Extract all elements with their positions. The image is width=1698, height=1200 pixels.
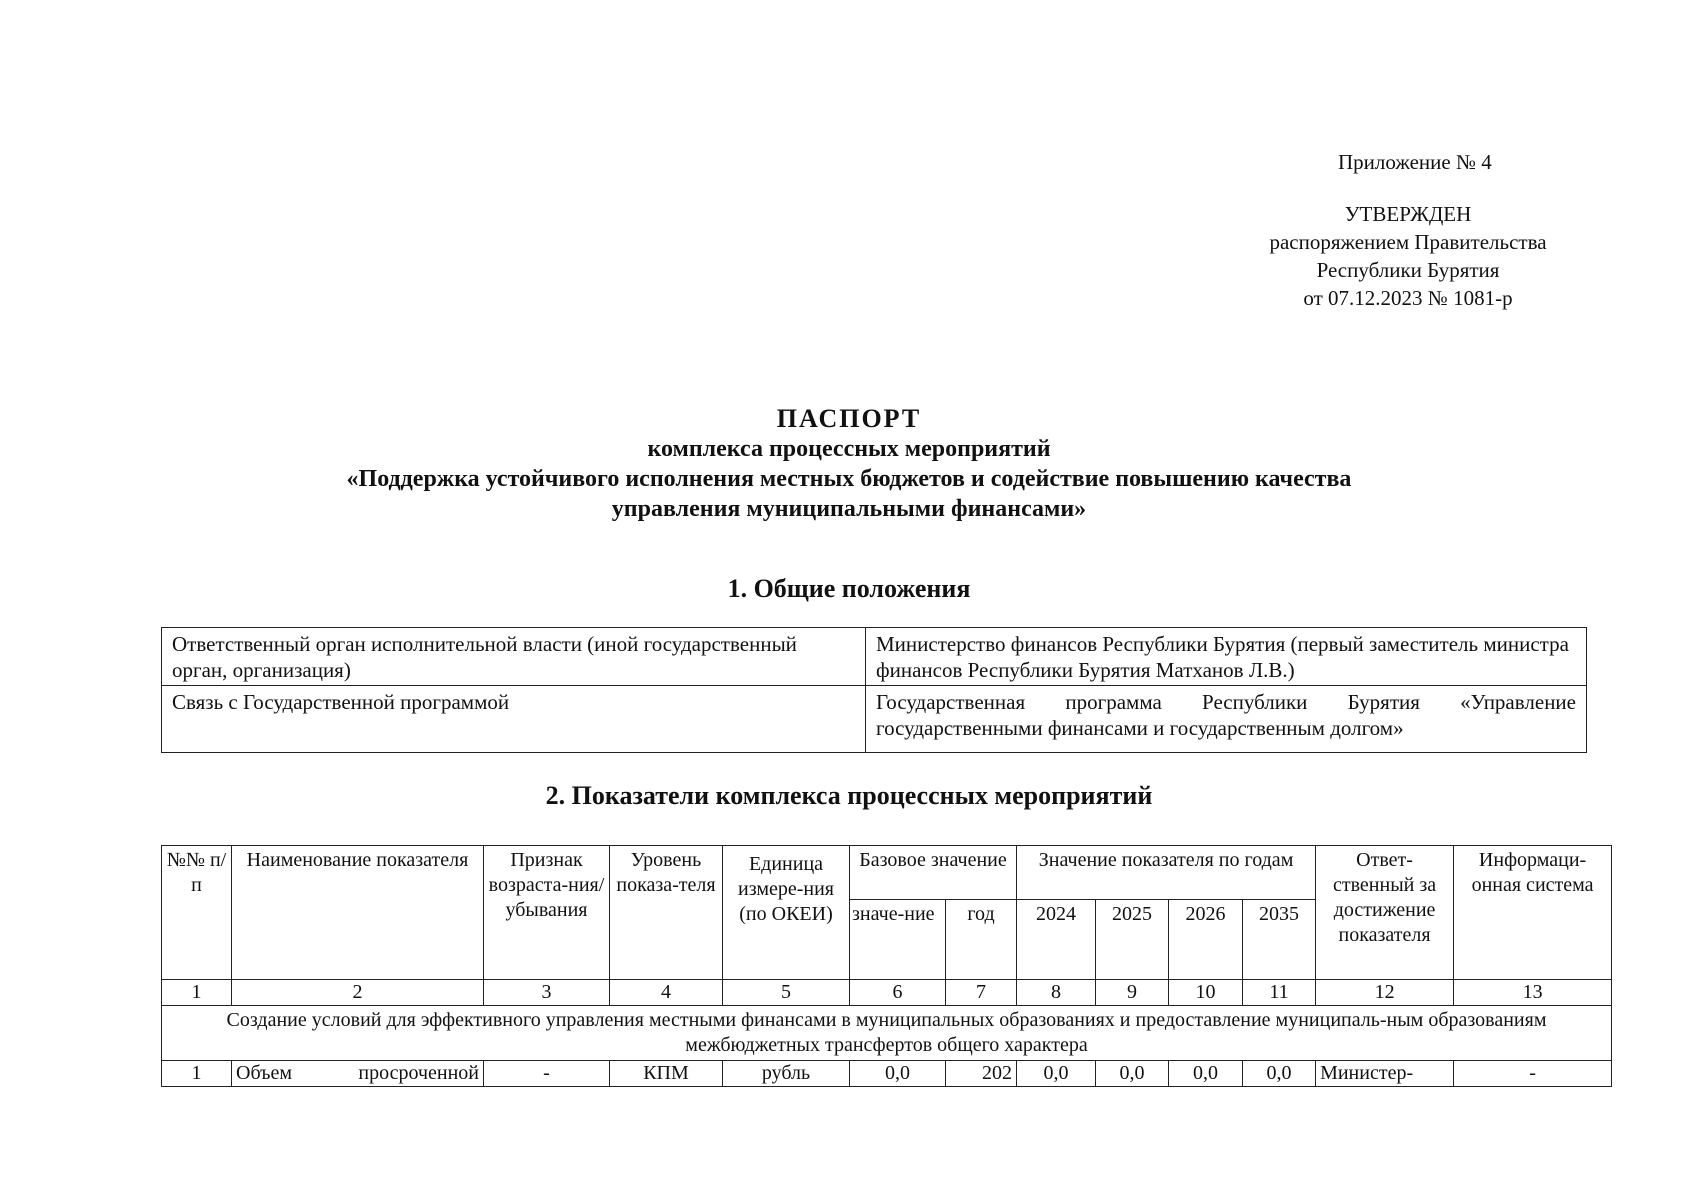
table-row	[162, 1061, 1612, 1087]
column-number: 4	[610, 980, 723, 1006]
title-line-4: управления муниципальными финансами»	[611, 496, 1087, 522]
indicators-table	[161, 845, 1612, 1087]
column-number: 1	[162, 980, 232, 1006]
cell-2024: 0,0	[1017, 1061, 1096, 1087]
header-2026: 2026	[1169, 900, 1243, 980]
column-number: 8	[1017, 980, 1096, 1006]
cell-level: КПМ	[610, 1061, 723, 1087]
title-passport: ПАСПОРТ	[776, 404, 922, 433]
header-infosystem: Информаци-онная система	[1454, 846, 1612, 980]
column-number: 6	[850, 980, 946, 1006]
header-2024: 2024	[1017, 900, 1096, 980]
row-value: Министерство финансов Республики Бурятия (первый заместитель министра финансов Республики Бурятия Матханов Л.В.)	[866, 628, 1587, 686]
column-number: 5	[723, 980, 850, 1006]
column-numbers-row	[162, 980, 1612, 1006]
title-line-2: комплекса процессных мероприятий	[647, 436, 1051, 462]
title-line-3: «Поддержка устойчивого исполнения местных бюджетов и содействие повышению качества	[346, 466, 1352, 492]
row-label: Связь с Государственной программой	[162, 686, 866, 753]
appendix-block	[1258, 148, 1558, 312]
column-number: 12	[1316, 980, 1454, 1006]
header-base: Базовое значение	[850, 846, 1017, 900]
column-number: 9	[1096, 980, 1169, 1006]
header-years: Значение показателя по годам	[1017, 846, 1316, 900]
row-label: Ответственный орган исполнительной власти (иной государственный орган, организация)	[162, 628, 866, 686]
header-unit: Единица измере-ния (по ОКЕИ)	[723, 846, 850, 980]
column-number: 7	[946, 980, 1017, 1006]
approval-date: от 07.12.2023 № 1081-р	[1303, 286, 1513, 310]
column-number: 3	[484, 980, 610, 1006]
header-sign: Признак возраста-ния/ убывания	[484, 846, 610, 980]
section-1-heading: 1. Общие положения	[727, 574, 971, 603]
cell-name: Объем просроченной	[232, 1061, 484, 1087]
approval-line-1: распоряжением Правительства	[1269, 230, 1547, 254]
header-level: Уровень показа-теля	[610, 846, 723, 980]
column-number: 11	[1243, 980, 1316, 1006]
column-number: 10	[1169, 980, 1243, 1006]
cell-base-year: 202	[946, 1061, 1017, 1087]
cell-infosystem: -	[1454, 1061, 1612, 1087]
table-row	[162, 686, 1587, 753]
header-name: Наименование показателя	[232, 846, 484, 980]
header-row	[162, 846, 1612, 900]
cell-sign: -	[484, 1061, 610, 1087]
document-title	[0, 404, 1698, 524]
approval-line-2: Республики Бурятия	[1316, 258, 1500, 282]
column-number: 2	[232, 980, 484, 1006]
general-provisions-table	[161, 627, 1587, 753]
cell-2035: 0,0	[1243, 1061, 1316, 1087]
group-title: Создание условий для эффективного управления местными финансами в муниципальных образованиях и предоставление муниципаль-ным образованиям межбюджетных трансфертов общего характера	[162, 1006, 1612, 1061]
header-2025: 2025	[1096, 900, 1169, 980]
cell-2026: 0,0	[1169, 1061, 1243, 1087]
header-num: №№ п/п	[162, 846, 232, 980]
header-base-value: значе-ние	[850, 900, 946, 980]
cell-responsible: Министер-	[1316, 1061, 1454, 1087]
group-title-row	[162, 1006, 1612, 1061]
cell-num: 1	[162, 1061, 232, 1087]
cell-base-value: 0,0	[850, 1061, 946, 1087]
header-2035: 2035	[1243, 900, 1316, 980]
cell-2025: 0,0	[1096, 1061, 1169, 1087]
table-row	[162, 628, 1587, 686]
section-2-heading: 2. Показатели комплекса процессных мероприятий	[545, 781, 1153, 810]
header-base-year: год	[946, 900, 1017, 980]
row-value: Государственная программа Республики Бурятия «Управление государственными финансами и государственным долгом»	[866, 686, 1587, 753]
column-number: 13	[1454, 980, 1612, 1006]
cell-unit: рубль	[723, 1061, 850, 1087]
approved-label: УТВЕРЖДЕН	[1344, 202, 1472, 226]
header-responsible: Ответ-ственный за достижение показателя	[1316, 846, 1454, 980]
appendix-number: Приложение № 4	[1338, 150, 1492, 174]
